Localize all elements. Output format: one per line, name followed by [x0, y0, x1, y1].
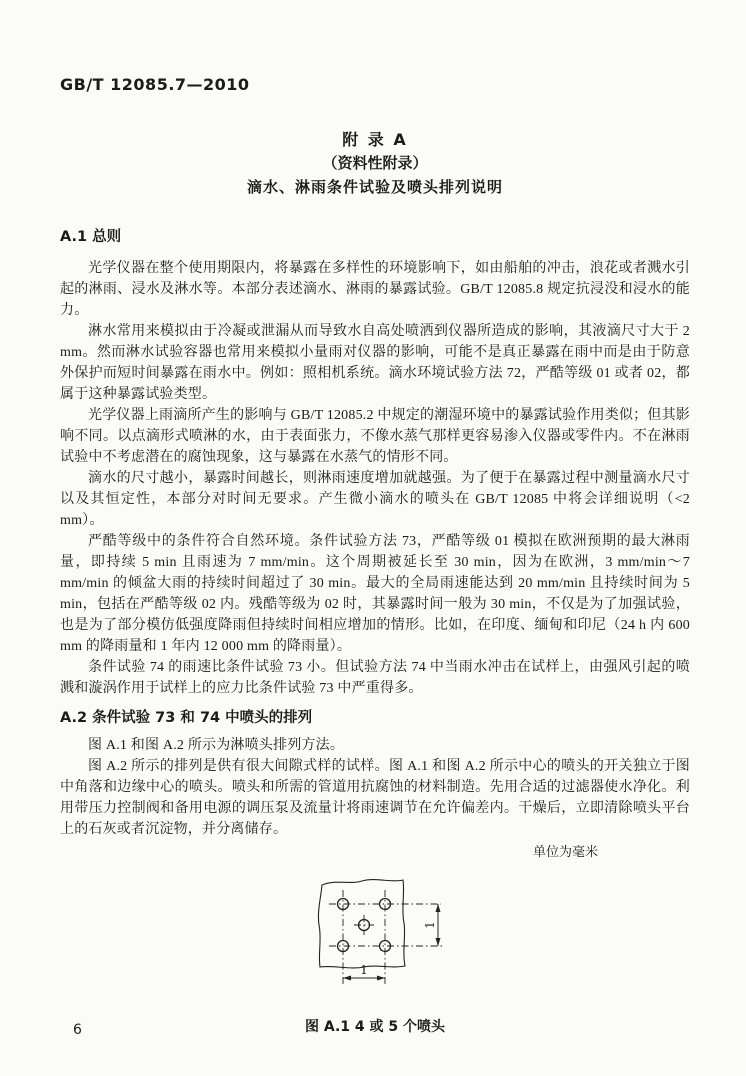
appendix-title-block: [60, 128, 690, 200]
dim-label-horizontal: 1: [360, 963, 368, 977]
paragraph: 图 A.2 所示的排列是供有很大间隙式样的试样。图 A.1 和图 A.2 所示中心的喷头的开关独立于图中角落和边缘中心的喷头。喷头和所需的管道用抗腐蚀的材料制造。先用合适的过滤器使水净化。利用带压力控制阀和备用电源的调压泵及流量计将雨速调节在允许偏差内。干燥后，立即清除喷头平台上的石灰或者沉淀物，并分离储存。: [60, 759, 690, 837]
centerlines: [329, 890, 445, 984]
paragraph: 条件试验 74 的雨速比条件试验 73 小。但试验方法 74 中当雨水冲击在试样上，由强风引起的喷溅和漩涡作用于试样上的应力比条件试验 73 中严重得多。: [60, 660, 690, 696]
page-number: 6: [73, 1022, 82, 1038]
appendix-topic-title: 滴水、淋雨条件试验及喷头排列说明: [246, 178, 503, 196]
section-a2-heading: A.2 条件试验 73 和 74 中喷头的排列: [60, 710, 313, 726]
spray-plate-outline: [318, 880, 405, 968]
paragraph: 严酷等级中的条件符合自然环境。条件试验方法 73，严酷等级 01 模拟在欧洲预期的最大淋雨量，即持续 5 min 且雨速为 7 mm/min。这个周期被延长至 30 min，因为在欧洲，3 mm/min～7 mm/min 的倾盆大雨的持续时间超过了 30 min。最大的全局雨速能达到 20 mm/min 且持续时间为 5 min，包括在严酷等级 02 内。残酷等级为 02 时，其暴露时间一般为 30 min，不仅是为了加强试验，也是为了部分模仿低强度降雨但持续时间相应增加的情形。比如，在印度、缅甸和印尼（24 h 内 600 mm 的降雨量和 1 年内 12 000 mm 的降雨量）。: [60, 534, 690, 654]
dimension-horizontal: [343, 963, 385, 981]
figure-a1-diagram: [305, 864, 481, 996]
doc-number-header: GB/T 12085.7—2010: [60, 75, 250, 94]
appendix-subtitle: （资料性附录）: [322, 154, 428, 172]
section-a2-body: [60, 735, 690, 840]
section-a1-heading: A.1 总则: [60, 229, 122, 245]
figure-a1: [305, 864, 481, 996]
appendix-title: 附 录 A: [342, 130, 408, 149]
dim-label-vertical: 1: [423, 921, 437, 929]
figure-caption: 图 A.1 4 或 5 个喷头: [304, 1019, 445, 1035]
dimension-vertical: [423, 904, 441, 946]
paragraph: 淋水常用来模拟由于冷凝或泄漏从而导致水自高处喷洒到仪器所造成的影响，其液滴尺寸大于 2 mm。然而淋水试验容器也常用来模拟小量雨对仪器的影响，可能不是真正暴露在雨中而是由于防意外保护而短时间暴露在雨水中。例如：照相机系统。滴水环境试验方法 72，严酷等级 01 或者 02，都属于这种暴露试验类型。: [60, 324, 690, 402]
unit-note: 单位为毫米: [532, 844, 598, 859]
paragraph: 图 A.1 和图 A.2 所示为淋喷头排列方法。: [88, 738, 345, 753]
paragraph: 光学仪器上雨滴所产生的影响与 GB/T 12085.2 中规定的潮湿环境中的暴露试验作用类似；但其影响不同。以点滴形式喷淋的水，由于表面张力，不像水蒸气那样更容易渗入仪器或零件内。不在淋雨试验中不考虑潜在的腐蚀现象，这与暴露在水蒸气的情形不同。: [60, 408, 690, 465]
paragraph: 光学仪器在整个使用期限内，将暴露在多样性的环境影响下，如由船舶的冲击，浪花或者溅水引起的淋雨、浸水及淋水等。本部分表述滴水、淋雨的暴露试验。GB/T 12085.8 规定抗浸没和浸水的能力。: [60, 261, 690, 318]
section-a1-body: [60, 258, 690, 699]
paragraph: 滴水的尺寸越小，暴露时间越长，则淋雨速度增加就越强。为了便于在暴露过程中测量滴水尺寸以及其恒定性，本部分对时间无要求。产生微小滴水的喷头在 GB/T 12085 中将会详细说明（<2 mm）。: [60, 471, 690, 528]
